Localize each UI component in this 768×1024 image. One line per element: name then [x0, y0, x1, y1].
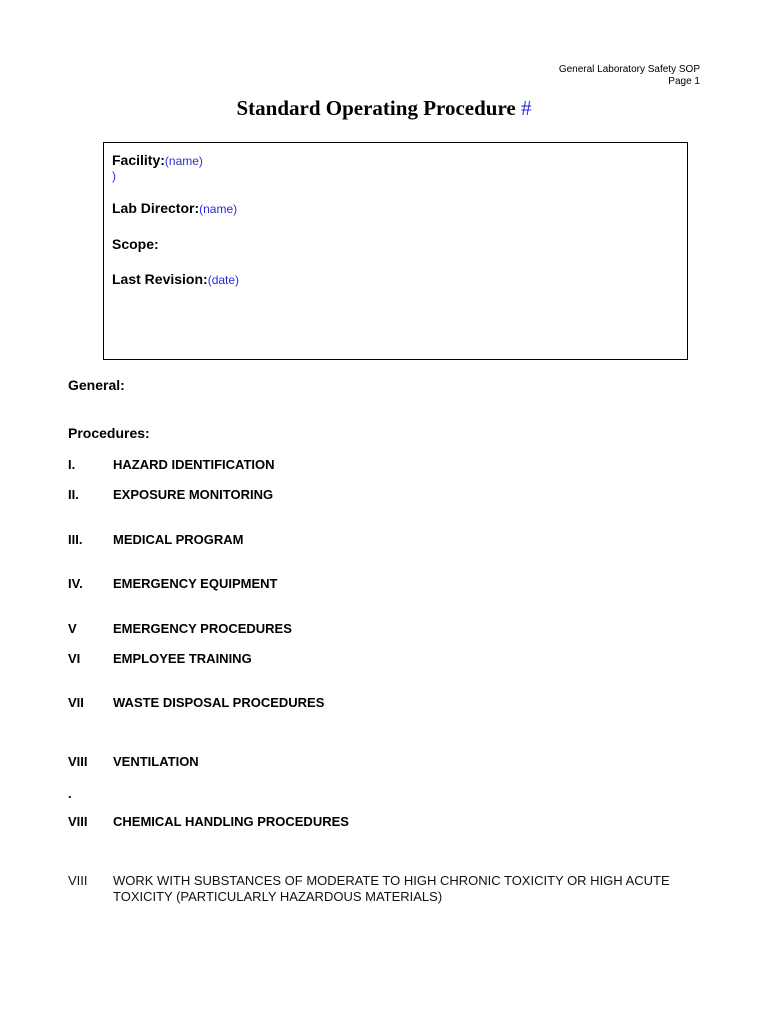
revision-label: Last Revision: [112, 271, 208, 287]
revision-field [112, 271, 239, 287]
running-header [559, 64, 700, 88]
procedure-number: VIII [68, 754, 88, 769]
procedure-number: III. [68, 532, 83, 547]
facility-label: Facility: [112, 152, 165, 168]
procedure-number: VII [68, 695, 84, 710]
procedure-label: WORK WITH SUBSTANCES OF MODERATE TO HIGH CHRONIC TOXICITY OR HIGH ACUTE TOXICITY (PARTICULARLY HAZARDOUS MATERIALS) [113, 873, 670, 904]
general-heading: General: [68, 377, 125, 393]
procedure-number: VI [68, 651, 81, 666]
procedure-number: V [68, 621, 77, 636]
procedure-number: IV. [68, 576, 83, 591]
procedure-label: EMERGENCY EQUIPMENT [113, 576, 278, 591]
procedure-label: HAZARD IDENTIFICATION [113, 457, 275, 472]
page-title [0, 96, 768, 121]
facility-value: (name) [164, 154, 203, 168]
procedure-label: CHEMICAL HANDLING PROCEDURES [113, 814, 349, 829]
director-label: Lab Director: [112, 200, 200, 216]
scope-field [112, 236, 159, 252]
stray-mark: . [68, 786, 72, 801]
header-page-number: Page 1 [668, 76, 700, 87]
procedures-heading: Procedures: [68, 425, 150, 441]
facility-field [112, 152, 203, 168]
procedure-label: MEDICAL PROGRAM [113, 532, 244, 547]
director-field [112, 200, 237, 216]
header-doc-name: General Laboratory Safety SOP [558, 64, 700, 75]
procedure-label: VENTILATION [113, 754, 199, 769]
scope-label: Scope: [112, 236, 159, 252]
procedure-number: II. [68, 487, 79, 502]
procedure-number: I. [68, 457, 76, 472]
procedure-number: VIII [68, 873, 88, 888]
title-hash: # [520, 96, 532, 120]
title-text: Standard Operating Procedure [236, 96, 516, 120]
procedure-label: WASTE DISPOSAL PROCEDURES [113, 695, 325, 710]
procedure-number: VIII [68, 814, 88, 829]
procedure-label: EMPLOYEE TRAINING [113, 651, 252, 666]
revision-value: (date) [207, 273, 240, 287]
procedure-label: EXPOSURE MONITORING [113, 487, 274, 502]
director-value: (name) [199, 202, 238, 216]
info-box [103, 142, 688, 360]
procedure-label: EMERGENCY PROCEDURES [113, 621, 292, 636]
facility-paren: ) [112, 169, 116, 183]
